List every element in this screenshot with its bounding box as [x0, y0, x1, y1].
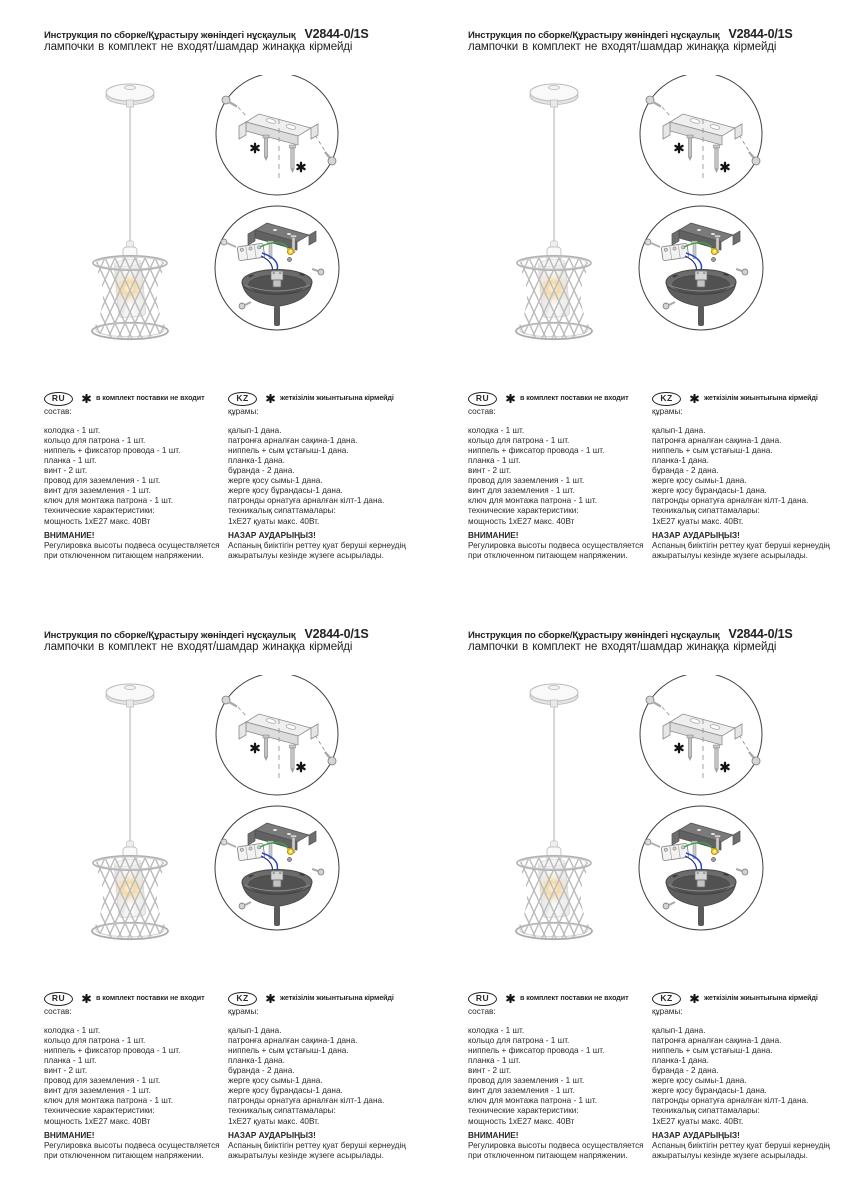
part-item: кольцо для патрона - 1 шт.: [468, 1036, 570, 1046]
part-item: патронға арналған сақина-1 дана.: [652, 1036, 782, 1046]
header: [468, 27, 793, 41]
warning-line: ажыратылуы кезінде жүзеге асырылады.: [652, 551, 808, 561]
warning-line: Аспаның биіктігін реттеу қуат беруші кернеудің: [228, 1141, 406, 1151]
part-item: винт - 2 шт.: [468, 1066, 511, 1076]
warning-block: [652, 531, 847, 562]
warning-block: [652, 1131, 847, 1162]
part-item: винт - 2 шт.: [468, 466, 511, 476]
part-item: бұранда - 2 дана.: [228, 1066, 295, 1076]
warning-line: Регулировка высоты подвеса осуществляется: [44, 1141, 220, 1151]
warning-line: Аспаның биіктігін реттеу қуат беруші кернеудің: [652, 541, 830, 551]
part-item: кольцо для патрона - 1 шт.: [468, 436, 570, 446]
parts-list-title: состав:: [44, 1007, 72, 1016]
parts-list: [468, 1026, 663, 1106]
asterisk-icon: [690, 394, 699, 403]
part-item: планка - 1 шт.: [44, 456, 97, 466]
warning-title: НАЗАР АУДАРЫҢЫЗ!: [228, 530, 316, 540]
part-item: ниппель + фиксатор провода - 1 шт.: [468, 446, 605, 456]
kz-language-badge: KZ: [228, 992, 257, 1006]
model-number: V2844-0/1S: [728, 27, 793, 41]
warning-title: НАЗАР АУДАРЫҢЫЗ!: [228, 1130, 316, 1140]
sheet-subtitle: лампочки в комплект не входят/шамдар жинаққа кірмейді: [468, 641, 777, 653]
asterisk-icon: [506, 994, 515, 1003]
parts-list: [468, 426, 663, 506]
part-item: планка-1 дана.: [228, 456, 285, 466]
part-item: патронға арналған сақина-1 дана.: [228, 1036, 358, 1046]
part-item: колодка - 1 шт.: [468, 426, 525, 436]
warning-line: Аспаның биіктігін реттеу қуат беруші кернеудің: [652, 1141, 830, 1151]
not-included-note: в комплект поставки не входит: [520, 993, 629, 1003]
warning-title: ВНИМАНИЕ!: [44, 530, 95, 540]
warning-block: [44, 1131, 239, 1162]
kz-column: [228, 388, 423, 562]
not-included-note: в комплект поставки не входит: [520, 393, 629, 403]
tech-specs: [44, 1106, 239, 1127]
part-item: қалып-1 дана.: [652, 1026, 706, 1036]
ru-badge-row: [468, 391, 663, 406]
ru-column: [44, 388, 239, 562]
ru-column: [468, 988, 663, 1162]
assembly-figure: [454, 675, 844, 965]
header: [44, 27, 369, 41]
part-item: винт для заземления - 1 шт.: [44, 486, 151, 496]
warning-title: НАЗАР АУДАРЫҢЫЗ!: [652, 530, 740, 540]
sheet-title: Инструкция по сборке/Құрастыру жөніндегі нұсқаулық: [44, 30, 296, 41]
part-item: ключ для монтажа патрона - 1 шт.: [44, 496, 173, 506]
warning-title: ВНИМАНИЕ!: [468, 1130, 519, 1140]
tech-specs: [468, 1106, 663, 1127]
part-item: винт - 2 шт.: [44, 466, 87, 476]
ru-column: [44, 988, 239, 1162]
warning-line: Аспаның биіктігін реттеу қуат беруші кернеудің: [228, 541, 406, 551]
part-item: планка-1 дана.: [228, 1056, 285, 1066]
part-item: ниппель + фиксатор провода - 1 шт.: [468, 1046, 605, 1056]
warning-line: ажыратылуы кезінде жүзеге асырылады.: [652, 1151, 808, 1161]
kz-column: [228, 988, 423, 1162]
part-item: бұранда - 2 дана.: [652, 466, 719, 476]
tech-value: 1хЕ27 қуаты макс. 40Вт.: [652, 1116, 744, 1126]
tech-title: технические характеристики:: [468, 506, 579, 516]
assembly-figure: [454, 75, 844, 365]
parts-list: [228, 426, 423, 506]
warning-line: при отключенном питающем напряжении.: [44, 1151, 204, 1161]
asterisk-icon: [506, 394, 515, 403]
tech-specs: [228, 1106, 423, 1127]
parts-list-title: құрамы:: [652, 407, 683, 416]
part-item: планка - 1 шт.: [468, 456, 521, 466]
part-item: планка - 1 шт.: [468, 1056, 521, 1066]
model-number: V2844-0/1S: [304, 627, 369, 641]
part-item: ключ для монтажа патрона - 1 шт.: [44, 1096, 173, 1106]
assembly-figure: [30, 75, 420, 365]
part-item: жерге қосу бұрандасы-1 дана.: [652, 486, 767, 496]
not-included-note: в комплект поставки не входит: [96, 993, 205, 1003]
part-item: планка-1 дана.: [652, 1056, 709, 1066]
part-item: патронды орнатуға арналған кілт-1 дана.: [652, 1096, 809, 1106]
tech-title: техникалық сипаттамалары:: [228, 506, 336, 516]
part-item: жерге қосу сымы-1 дана.: [652, 1076, 747, 1086]
not-included-note: жеткізілім жиынтығына кірмейді: [280, 993, 394, 1003]
part-item: жерге қосу бұрандасы-1 дана.: [228, 1086, 343, 1096]
tech-specs: [44, 506, 239, 527]
part-item: колодка - 1 шт.: [44, 426, 101, 436]
ru-language-badge: RU: [44, 392, 73, 406]
warning-line: при отключенном питающем напряжении.: [468, 551, 628, 561]
tech-value: мощность 1хЕ27 макс. 40Вт: [468, 1116, 575, 1126]
tech-specs: [652, 506, 847, 527]
sheet-title: Инструкция по сборке/Құрастыру жөніндегі нұсқаулық: [44, 630, 296, 641]
kz-language-badge: KZ: [652, 992, 681, 1006]
ru-badge-row: [44, 991, 239, 1006]
part-item: ключ для монтажа патрона - 1 шт.: [468, 1096, 597, 1106]
not-included-note: жеткізілім жиынтығына кірмейді: [704, 993, 818, 1003]
warning-line: Регулировка высоты подвеса осуществляется: [468, 1141, 644, 1151]
warning-block: [468, 531, 663, 562]
kz-badge-row: [652, 391, 847, 406]
warning-block: [44, 531, 239, 562]
part-item: патронды орнатуға арналған кілт-1 дана.: [228, 1096, 385, 1106]
asterisk-icon: [82, 394, 91, 403]
tech-value: мощность 1хЕ27 макс. 40Вт: [468, 516, 575, 526]
part-item: провод для заземления - 1 шт.: [468, 1076, 585, 1086]
tech-title: техникалық сипаттамалары:: [228, 1106, 336, 1116]
asterisk-icon: [266, 394, 275, 403]
ru-badge-row: [44, 391, 239, 406]
kz-language-badge: KZ: [652, 392, 681, 406]
part-item: патронды орнатуға арналған кілт-1 дана.: [228, 496, 385, 506]
parts-list-title: құрамы:: [228, 1007, 259, 1016]
part-item: ниппель + сым ұстағыш-1 дана.: [652, 446, 773, 456]
parts-list-title: состав:: [468, 407, 496, 416]
part-item: ниппель + фиксатор провода - 1 шт.: [44, 1046, 181, 1056]
part-item: жерге қосу сымы-1 дана.: [228, 476, 323, 486]
tech-value: мощность 1хЕ27 макс. 40Вт: [44, 1116, 151, 1126]
ru-language-badge: RU: [468, 392, 497, 406]
asterisk-icon: [82, 994, 91, 1003]
sheet-title: Инструкция по сборке/Құрастыру жөніндегі нұсқаулық: [468, 30, 720, 41]
warning-block: [468, 1131, 663, 1162]
assembly-figure: [30, 675, 420, 965]
asterisk-icon: [690, 994, 699, 1003]
kz-column: [652, 988, 847, 1162]
tech-title: технические характеристики:: [468, 1106, 579, 1116]
part-item: ниппель + сым ұстағыш-1 дана.: [228, 446, 349, 456]
tech-value: 1хЕ27 қуаты макс. 40Вт.: [228, 1116, 320, 1126]
header: [468, 627, 793, 641]
warning-title: ВНИМАНИЕ!: [44, 1130, 95, 1140]
sheet-subtitle: лампочки в комплект не входят/шамдар жинаққа кірмейді: [44, 641, 353, 653]
ru-badge-row: [468, 991, 663, 1006]
not-included-note: жеткізілім жиынтығына кірмейді: [704, 393, 818, 403]
header: [44, 627, 369, 641]
part-item: планка-1 дана.: [652, 456, 709, 466]
part-item: бұранда - 2 дана.: [652, 1066, 719, 1076]
parts-list: [44, 1026, 239, 1106]
part-item: планка - 1 шт.: [44, 1056, 97, 1066]
tech-title: технические характеристики:: [44, 506, 155, 516]
sheet-subtitle: лампочки в комплект не входят/шамдар жинаққа кірмейді: [468, 41, 777, 53]
part-item: провод для заземления - 1 шт.: [44, 1076, 161, 1086]
not-included-note: жеткізілім жиынтығына кірмейді: [280, 393, 394, 403]
part-item: қалып-1 дана.: [228, 426, 282, 436]
model-number: V2844-0/1S: [304, 27, 369, 41]
part-item: колодка - 1 шт.: [44, 1026, 101, 1036]
warning-line: ажыратылуы кезінде жүзеге асырылады.: [228, 551, 384, 561]
ru-column: [468, 388, 663, 562]
ru-language-badge: RU: [44, 992, 73, 1006]
parts-list: [652, 1026, 847, 1106]
not-included-note: в комплект поставки не входит: [96, 393, 205, 403]
kz-column: [652, 388, 847, 562]
parts-list: [228, 1026, 423, 1106]
warning-block: [228, 531, 423, 562]
part-item: кольцо для патрона - 1 шт.: [44, 1036, 146, 1046]
part-item: винт для заземления - 1 шт.: [44, 1086, 151, 1096]
part-item: бұранда - 2 дана.: [228, 466, 295, 476]
tech-specs: [652, 1106, 847, 1127]
tech-specs: [468, 506, 663, 527]
parts-list-title: құрамы:: [652, 1007, 683, 1016]
warning-line: при отключенном питающем напряжении.: [468, 1151, 628, 1161]
tech-specs: [228, 506, 423, 527]
kz-badge-row: [228, 991, 423, 1006]
sheet-title: Инструкция по сборке/Құрастыру жөніндегі нұсқаулық: [468, 630, 720, 641]
sheet-subtitle: лампочки в комплект не входят/шамдар жинаққа кірмейді: [44, 41, 353, 53]
warning-line: при отключенном питающем напряжении.: [44, 551, 204, 561]
instruction-sheet: [0, 0, 424, 600]
tech-value: мощность 1хЕ27 макс. 40Вт: [44, 516, 151, 526]
tech-value: 1хЕ27 қуаты макс. 40Вт.: [652, 516, 744, 526]
ru-language-badge: RU: [468, 992, 497, 1006]
part-item: провод для заземления - 1 шт.: [468, 476, 585, 486]
part-item: жерге қосу бұрандасы-1 дана.: [228, 486, 343, 496]
warning-title: НАЗАР АУДАРЫҢЫЗ!: [652, 1130, 740, 1140]
part-item: винт для заземления - 1 шт.: [468, 1086, 575, 1096]
kz-language-badge: KZ: [228, 392, 257, 406]
warning-line: Регулировка высоты подвеса осуществляется: [44, 541, 220, 551]
parts-list: [652, 426, 847, 506]
part-item: винт для заземления - 1 шт.: [468, 486, 575, 496]
part-item: винт - 2 шт.: [44, 1066, 87, 1076]
part-item: ниппель + сым ұстағыш-1 дана.: [228, 1046, 349, 1056]
part-item: қалып-1 дана.: [652, 426, 706, 436]
part-item: ниппель + сым ұстағыш-1 дана.: [652, 1046, 773, 1056]
instruction-sheet: [424, 0, 848, 600]
part-item: кольцо для патрона - 1 шт.: [44, 436, 146, 446]
kz-badge-row: [652, 991, 847, 1006]
part-item: провод для заземления - 1 шт.: [44, 476, 161, 486]
kz-badge-row: [228, 391, 423, 406]
part-item: патронға арналған сақина-1 дана.: [652, 436, 782, 446]
asterisk-icon: [266, 994, 275, 1003]
model-number: V2844-0/1S: [728, 627, 793, 641]
part-item: ниппель + фиксатор провода - 1 шт.: [44, 446, 181, 456]
part-item: колодка - 1 шт.: [468, 1026, 525, 1036]
instruction-sheet: [0, 600, 424, 1200]
part-item: жерге қосу бұрандасы-1 дана.: [652, 1086, 767, 1096]
tech-title: технические характеристики:: [44, 1106, 155, 1116]
part-item: жерге қосу сымы-1 дана.: [652, 476, 747, 486]
parts-list-title: құрамы:: [228, 407, 259, 416]
warning-line: Регулировка высоты подвеса осуществляется: [468, 541, 644, 551]
warning-line: ажыратылуы кезінде жүзеге асырылады.: [228, 1151, 384, 1161]
tech-value: 1хЕ27 қуаты макс. 40Вт.: [228, 516, 320, 526]
tech-title: техникалық сипаттамалары:: [652, 506, 760, 516]
part-item: патронды орнатуға арналған кілт-1 дана.: [652, 496, 809, 506]
warning-block: [228, 1131, 423, 1162]
warning-title: ВНИМАНИЕ!: [468, 530, 519, 540]
parts-list: [44, 426, 239, 506]
parts-list-title: состав:: [44, 407, 72, 416]
parts-list-title: состав:: [468, 1007, 496, 1016]
instruction-sheet: [424, 600, 848, 1200]
part-item: қалып-1 дана.: [228, 1026, 282, 1036]
part-item: жерге қосу сымы-1 дана.: [228, 1076, 323, 1086]
tech-title: техникалық сипаттамалары:: [652, 1106, 760, 1116]
part-item: патронға арналған сақина-1 дана.: [228, 436, 358, 446]
part-item: ключ для монтажа патрона - 1 шт.: [468, 496, 597, 506]
